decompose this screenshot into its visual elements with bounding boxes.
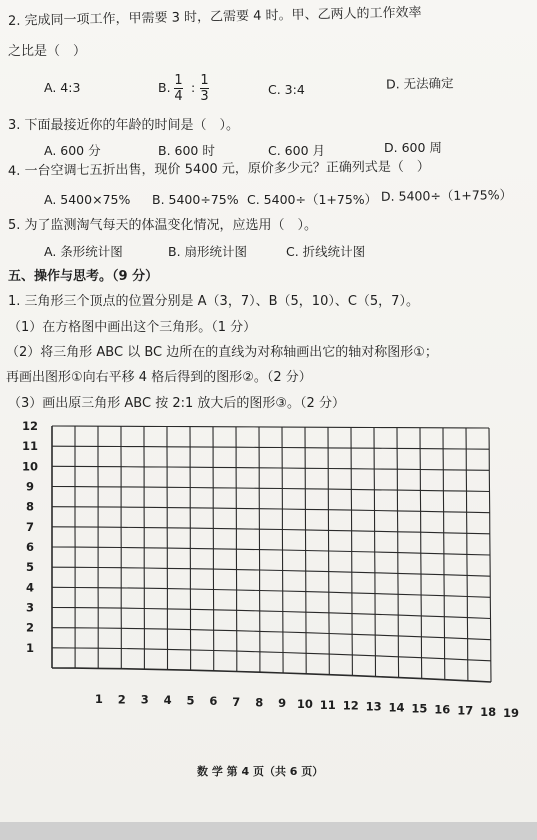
fraction-numerator: 1: [200, 73, 209, 88]
operation-sub2-line1: （2）将三角形 ABC 以 BC 边所在的直线为对称轴画出它的轴对称图形①；: [6, 345, 438, 360]
x-axis-label: 16: [434, 702, 451, 717]
x-axis-label: 1: [94, 692, 103, 707]
x-axis-label: 17: [457, 703, 474, 718]
x-axis-label: 6: [209, 694, 218, 709]
q3-option-a: A. 600 分: [44, 143, 101, 158]
q5-text: 5. 为了监测淘气每天的体温变化情况，应选用（ ）。: [8, 218, 318, 233]
x-axis-label: 2: [117, 692, 126, 707]
grid-horizontal-line: [52, 466, 489, 470]
y-axis-label: 12: [21, 419, 39, 433]
grid-vertical-line: [190, 427, 191, 671]
x-axis-label: 5: [186, 693, 195, 708]
q2-option-b-prefix: B.: [158, 80, 171, 95]
y-axis-label: 5: [25, 560, 35, 575]
q5-option-c: C. 折线统计图: [286, 244, 366, 259]
x-axis-label: 14: [388, 700, 405, 715]
y-axis-label: 8: [25, 499, 35, 514]
q3-option-c: C. 600 月: [268, 143, 326, 158]
fraction-denominator: 3: [200, 89, 209, 104]
y-axis-label: 3: [25, 600, 35, 615]
y-axis-label: 2: [25, 620, 35, 635]
y-axis-label: 7: [25, 519, 35, 534]
x-axis-label: 19: [502, 706, 520, 720]
grid-vertical-line: [213, 427, 214, 671]
q3-option-b: B. 600 时: [158, 143, 215, 158]
grid-horizontal-line: [52, 507, 490, 513]
grid-horizontal-line: [52, 587, 490, 597]
fraction-denominator: 4: [174, 89, 183, 104]
ratio-colon: :: [191, 80, 196, 95]
x-axis-label: 8: [255, 695, 264, 710]
grid-vertical-line: [351, 427, 352, 675]
x-axis-label: 9: [278, 696, 287, 711]
grid-horizontal-line: [52, 547, 490, 555]
page-footer: 数 学 第 4 页（共 6 页）: [197, 765, 324, 778]
grid-horizontal-line: [52, 426, 489, 428]
q3-option-d: D. 600 周: [384, 140, 442, 155]
operation-sub1: （1）在方格图中画出这个三角形。（1 分）: [8, 320, 257, 335]
q5-option-a: A. 条形统计图: [44, 244, 123, 259]
q4-option-b: B. 5400÷75%: [152, 192, 239, 207]
q4-option-c: C. 5400÷（1+75%）: [247, 192, 378, 207]
grid-horizontal-line: [52, 567, 490, 576]
q4-option-d: D. 5400÷（1+75%）: [380, 187, 513, 204]
scanner-edge: [0, 822, 537, 840]
grid-horizontal-line: [52, 487, 490, 492]
fraction-numerator: 1: [174, 73, 183, 88]
y-axis-label: 1: [25, 640, 35, 655]
y-axis-label: 10: [21, 459, 39, 474]
grid-vertical-line: [305, 427, 306, 674]
grid-vertical-line: [259, 427, 260, 672]
q2-option-c: C. 3:4: [268, 82, 305, 97]
section-title: 五、操作与思考。（9 分）: [8, 269, 159, 284]
x-axis-label: 3: [140, 692, 149, 707]
grid-horizontal-line: [52, 446, 489, 449]
grid-horizontal-line: [52, 628, 491, 640]
operation-sub2-line2: 再画出图形①向右平移 4 格后得到的图形②。（2 分）: [6, 370, 312, 385]
y-axis-label: 9: [25, 479, 35, 494]
x-axis-label: 4: [163, 693, 172, 708]
y-axis-label: 4: [25, 580, 35, 595]
y-axis-label: 6: [25, 540, 35, 554]
q2-text-line1: 2. 完成同一项工作，甲需要 3 时，乙需要 4 时。甲、乙两人的工作效率: [7, 5, 422, 29]
q4-text: 4. 一台空调七五折出售，现价 5400 元，原价多少元？正确列式是（ ）: [7, 159, 430, 179]
grid-horizontal-line: [52, 668, 491, 682]
q3-text: 3. 下面最接近你的年龄的时间是（ ）。: [8, 118, 240, 133]
x-axis-label: 11: [319, 697, 336, 712]
x-axis-label: 12: [342, 698, 359, 713]
x-axis-labels: [95, 692, 519, 720]
operation-sub3: （3）画出原三角形 ABC 按 2:1 放大后的图形③。（2 分）: [8, 396, 345, 411]
grid-vertical-line: [328, 427, 329, 674]
x-axis-label: 15: [411, 701, 428, 716]
x-axis-label: 18: [480, 704, 497, 719]
operation-q1-text: 1. 三角形三个顶点的位置分别是 A（3，7）、B（5，10）、C（5，7）。: [8, 294, 419, 309]
x-axis-label: 13: [365, 699, 382, 714]
q2-option-a: A. 4:3: [44, 80, 81, 95]
grid-vertical-line: [282, 427, 283, 673]
q2-option-d: D. 无法确定: [385, 75, 454, 92]
grid-horizontal-line: [52, 527, 490, 534]
x-axis-label: 10: [296, 697, 313, 711]
grid-lines: [52, 426, 491, 682]
q2-text-line2: 之比是（ ）: [8, 44, 87, 59]
grid-vertical-line: [236, 427, 237, 672]
grid-horizontal-line: [52, 608, 491, 619]
q4-option-a: A. 5400×75%: [44, 192, 131, 207]
q5-option-b: B. 扇形统计图: [168, 244, 248, 259]
x-axis-label: 7: [232, 694, 241, 709]
y-axis-label: 11: [21, 439, 39, 454]
grid-horizontal-line: [52, 648, 491, 661]
y-axis-labels: [22, 419, 38, 655]
grid-vertical-line: [167, 427, 168, 670]
